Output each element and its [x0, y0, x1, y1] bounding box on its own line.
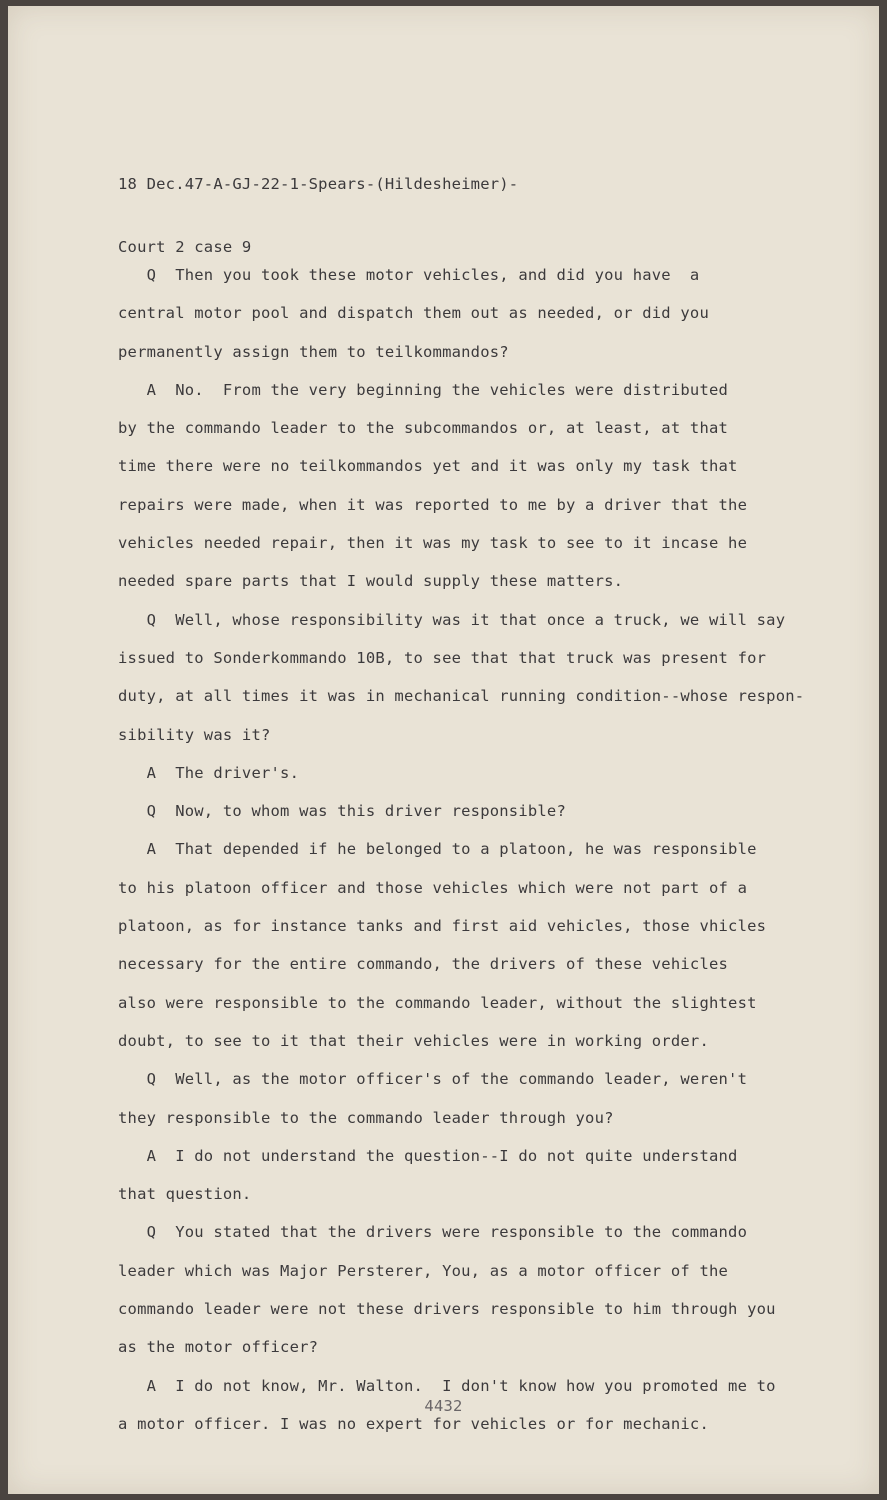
transcript-line: necessary for the entire commando, the drivers of these vehicles — [118, 955, 729, 974]
transcript-line: A I do not know, Mr. Walton. I don't know how you promoted me to — [118, 1376, 776, 1395]
transcript-line: platoon, as for instance tanks and first aid vehicles, those vhicles — [118, 917, 767, 936]
transcript-line: a motor officer. I was no expert for vehicles or for mechanic. — [118, 1414, 709, 1433]
transcript-line: they responsible to the commando leader through you? — [118, 1108, 614, 1127]
transcript-line: Q Well, whose responsibility was it that once a truck, we will say — [118, 610, 786, 629]
transcript-line: issued to Sonderkommando 10B, to see that that truck was present for — [118, 648, 767, 667]
transcript-line: central motor pool and dispatch them out as needed, or did you — [118, 304, 709, 323]
transcript-line: also were responsible to the commando leader, without the slightest — [118, 993, 757, 1012]
transcript-line: leader which was Major Persterer, You, as a motor officer of the — [118, 1261, 729, 1280]
transcript-line: time there were no teilkommandos yet and it was only my task that — [118, 457, 738, 476]
transcript-line: as the motor officer? — [118, 1338, 319, 1357]
transcript-line: Q Then you took these motor vehicles, and did you have a — [118, 266, 700, 284]
transcript-line: commando leader were not these drivers responsible to him through you — [118, 1300, 776, 1319]
transcript-line: duty, at all times it was in mechanical running condition--whose respon- — [118, 687, 805, 706]
transcript-line: to his platoon officer and those vehicles which were not part of a — [118, 878, 748, 897]
header-line-1: 18 Dec.47-A-GJ-22-1-Spears-(Hildesheimer)- — [118, 175, 519, 193]
transcript-line: Q You stated that the drivers were responsible to the commando — [118, 1223, 748, 1242]
transcript-line: A I do not understand the question--I do not quite understand — [118, 1146, 738, 1165]
transcript-body — [118, 209, 818, 1450]
transcript-line: vehicles needed repair, then it was my task to see to it incase he — [118, 534, 748, 553]
transcript-line: by the commando leader to the subcommandos or, at least, at that — [118, 419, 729, 438]
header-line-2: Court 2 case 9 — [118, 238, 252, 256]
transcript-line: that question. — [118, 1185, 252, 1204]
transcript-line: A No. From the very beginning the vehicles were distributed — [118, 380, 729, 399]
transcript-line: Q Well, as the motor officer's of the commando leader, weren't — [118, 1070, 748, 1089]
transcript-line: Q Now, to whom was this driver responsible? — [118, 802, 566, 821]
transcript-line: needed spare parts that I would supply these matters. — [118, 572, 624, 591]
document-page — [8, 6, 879, 1494]
transcript-line: permanently assign them to teilkommandos? — [118, 342, 509, 361]
transcript-line: A That depended if he belonged to a platoon, he was responsible — [118, 840, 757, 859]
transcript-line: repairs were made, when it was reported to me by a driver that the — [118, 495, 748, 514]
transcript-line: sibility was it? — [118, 725, 271, 744]
page-number: 4432 — [424, 1397, 463, 1415]
transcript-line: doubt, to see to it that their vehicles were in working order. — [118, 1031, 709, 1050]
transcript-line: A The driver's. — [118, 763, 300, 782]
